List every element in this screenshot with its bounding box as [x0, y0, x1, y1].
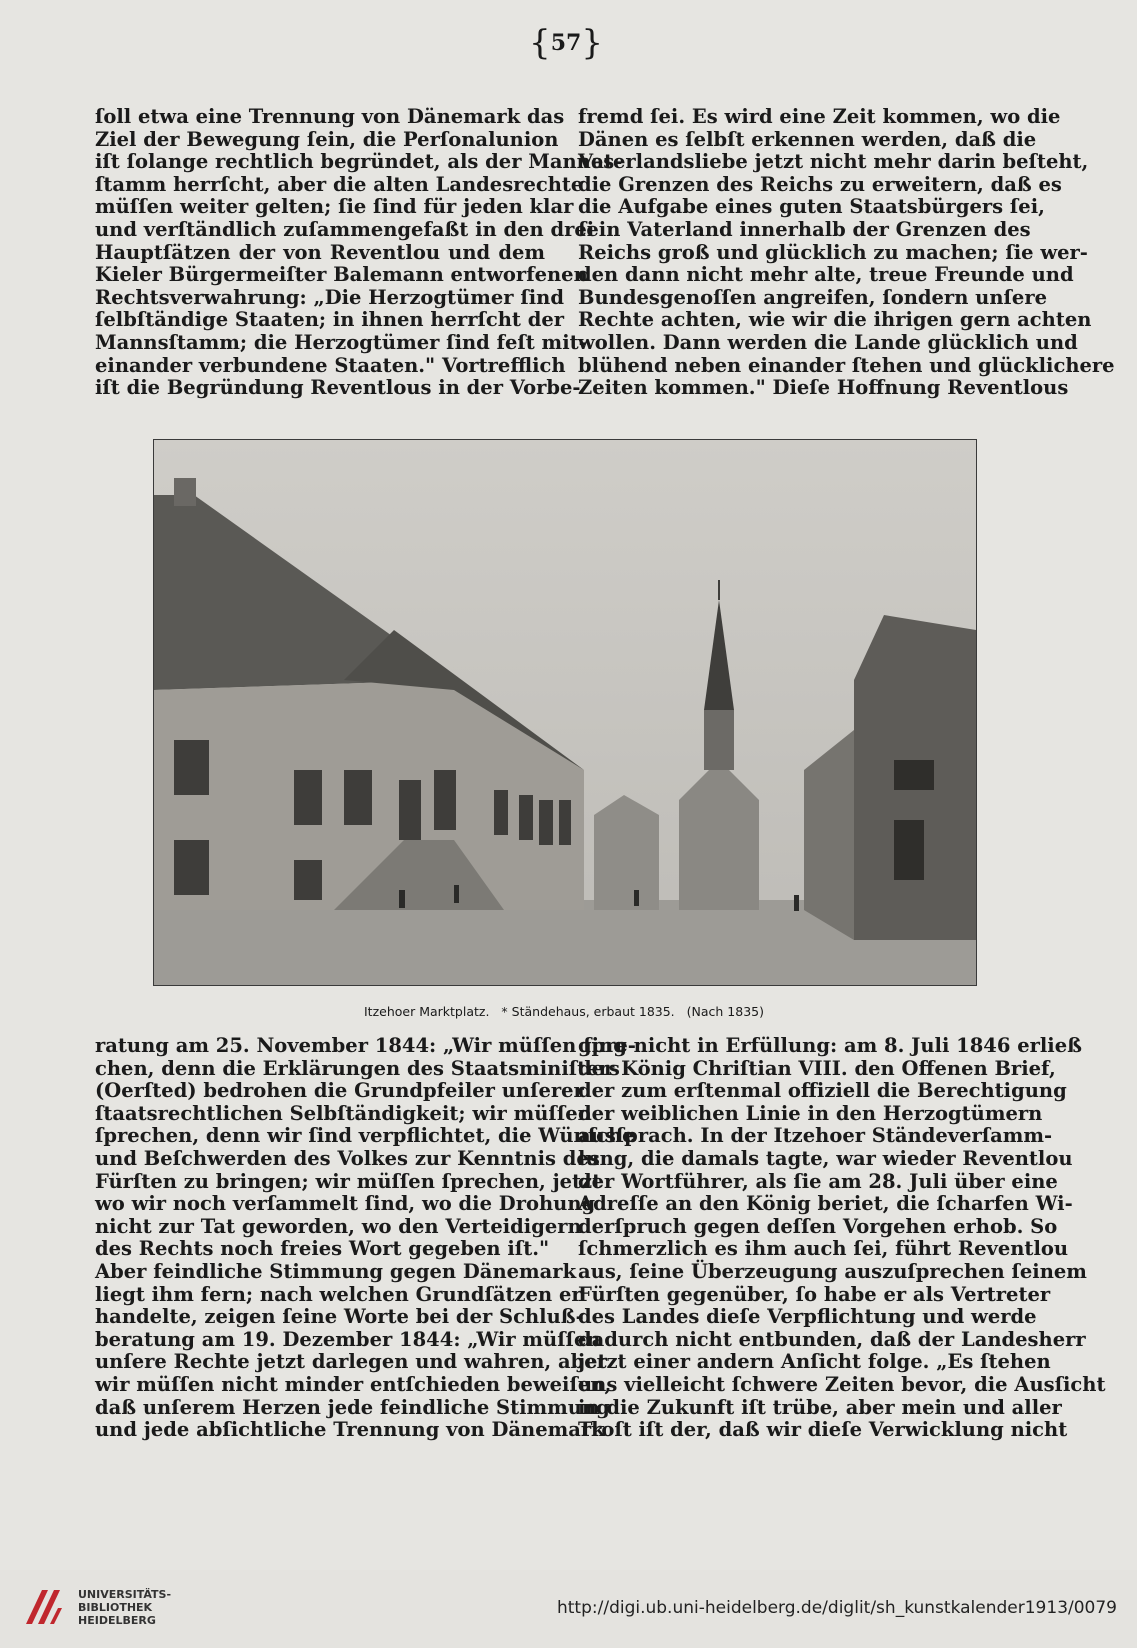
- text-line: liegt ihm fern; nach welchen Grundſätzen er: [95, 1282, 582, 1306]
- text-line: uns vielleicht ſchwere Zeiten bevor, die Ausſicht: [578, 1372, 1106, 1396]
- caption-building: * Ständehaus, erbaut 1835.: [501, 1004, 675, 1019]
- text-line: iſt die Begründung Reventlous in der Vorbe-: [95, 376, 581, 400]
- text-line: handelte, zeigen ſeine Worte bei der Schluß-: [95, 1305, 584, 1329]
- text-line: und Beſchwerden des Volkes zur Kenntnis des: [95, 1146, 600, 1170]
- figure-caption: [153, 1004, 975, 1019]
- text-line: Reichs groß und glücklich zu machen; ſie wer-: [578, 240, 1088, 264]
- text-column-bottom-left: [95, 1034, 636, 1442]
- text-line: aus, ſeine Überzeugung auszuſprechen ſeinem: [578, 1259, 1087, 1283]
- text-column-top-left: [95, 105, 623, 400]
- text-line: ſtamm herrſcht, aber die alten Landesrechte: [95, 172, 584, 196]
- text-line: müſſen weiter gelten; ſie ſind für jeden klar: [95, 195, 574, 219]
- text-line: derſpruch gegen deſſen Vorgehen erhob. So: [578, 1214, 1058, 1238]
- page-number: [529, 22, 603, 64]
- text-line: des Landes dieſe Verpflichtung und werde: [578, 1305, 1037, 1329]
- caption-place: Itzehoer Marktplatz.: [363, 1004, 490, 1019]
- text-line: dadurch nicht entbunden, daß der Landesherr: [578, 1327, 1086, 1351]
- text-line: der König Chriſtian VIII. den Offenen Brief,: [578, 1056, 1056, 1080]
- text-line: Aber feindliche Stimmung gegen Dänemark: [95, 1259, 577, 1283]
- text-line: Bundesgenoſſen angreifen, ſondern unſere: [578, 285, 1047, 309]
- left-brace: {: [529, 23, 551, 63]
- library-name-line3: HEIDELBERG: [78, 1614, 156, 1627]
- text-line: ging nicht in Erfüllung: am 8. Juli 1846 erließ: [578, 1034, 1082, 1057]
- text-line: einander verbundene Staaten." Vortrefflich: [95, 353, 566, 377]
- text-line: nicht zur Tat geworden, wo den Verteidigern: [95, 1214, 582, 1238]
- text-column-bottom-right: [578, 1034, 1106, 1442]
- text-line: lung, die damals tagte, war wieder Reventlou: [578, 1146, 1073, 1170]
- text-column-top-right: [578, 105, 1115, 400]
- text-line: Fürſten zu bringen; wir müſſen ſprechen, jetzt: [95, 1169, 602, 1193]
- text-line: Ziel der Bewegung ſein, die Perſonalunion: [95, 127, 559, 151]
- text-line: Vaterlandsliebe jetzt nicht mehr darin beſteht,: [578, 150, 1089, 174]
- text-line: unſere Rechte jetzt darlegen und wahren, aber: [95, 1350, 607, 1374]
- caption-source: (Nach 1835): [686, 1004, 764, 1019]
- university-library-logo-icon[interactable]: [22, 1584, 68, 1630]
- text-line: der Wortführer, als ſie am 28. Juli über eine: [578, 1169, 1058, 1193]
- page-number-value: 57: [550, 30, 582, 56]
- text-line: ratung am 25. November 1844: „Wir müſſen ſpre-: [95, 1034, 636, 1057]
- text-line: und verſtändlich zuſammengefaßt in den drei: [95, 217, 595, 241]
- text-line: Adreſſe an den König beriet, die ſcharfen Wi-: [578, 1192, 1073, 1216]
- text-line: iſt ſolange rechtlich begründet, als der Mannes-: [95, 150, 623, 174]
- text-line: Dänen es ſelbſt erkennen werden, daß die: [578, 127, 1037, 151]
- text-line: Rechtsverwahrung: „Die Herzogtümer ſind: [95, 285, 564, 309]
- library-name-line2: BIBLIOTHEK: [78, 1601, 153, 1614]
- text-line: ſtaatsrechtlichen Selbſtändigkeit; wir müſſen: [95, 1101, 592, 1125]
- text-line: Hauptſätzen der von Reventlou und dem: [95, 240, 545, 264]
- library-name[interactable]: [78, 1588, 171, 1627]
- text-line: ſchmerzlich es ihm auch ſei, führt Reventlou: [578, 1237, 1069, 1261]
- text-line: des Rechts noch freies Wort gegeben iſt.": [95, 1237, 550, 1261]
- text-line: wollen. Dann werden die Lande glücklich und: [578, 330, 1078, 354]
- footer-bar: [0, 1570, 1137, 1648]
- text-line: Kieler Bürgermeiſter Balemann entworfenen: [95, 263, 588, 287]
- text-line: den dann nicht mehr alte, treue Freunde und: [578, 263, 1074, 287]
- text-line: daß unſerem Herzen jede feindliche Stimmung: [95, 1395, 610, 1419]
- text-line: in die Zukunft iſt trübe, aber mein und aller: [578, 1395, 1062, 1419]
- text-line: wo wir noch verſammelt ſind, wo die Drohung: [95, 1192, 596, 1216]
- illustration-drawing: [154, 440, 976, 985]
- text-line: ſelbſtändige Staaten; in ihnen herrſcht der: [95, 308, 565, 332]
- text-line: blühend neben einander ſtehen und glücklichere: [578, 353, 1115, 377]
- text-line: Troſt iſt der, daß wir dieſe Verwicklung nicht: [578, 1418, 1068, 1442]
- text-line: wir müſſen nicht minder entſchieden beweiſen,: [95, 1372, 612, 1396]
- source-url-link[interactable]: http://digi.ub.uni-heidelberg.de/diglit/sh_kunstkalender1913/0079: [556, 1598, 1117, 1618]
- text-line: ausſprach. In der Itzehoer Ständeverſamm-: [578, 1124, 1053, 1148]
- text-line: Zeiten kommen." Dieſe Hoffnung Reventlous: [578, 376, 1069, 400]
- text-line: der weiblichen Linie in den Herzogtümern: [578, 1101, 1043, 1125]
- text-line: ſoll etwa eine Trennung von Dänemark das: [95, 105, 565, 128]
- market-square-illustration: [153, 439, 977, 986]
- text-line: ſprechen, denn wir ſind verpflichtet, die Wünſche: [95, 1124, 635, 1148]
- text-line: Mannsſtamm; die Herzogtümer ſind feſt mit-: [95, 330, 587, 354]
- text-line: fremd ſei. Es wird eine Zeit kommen, wo die: [578, 105, 1061, 128]
- text-line: der zum erſtenmal offiziell die Berechtigung: [578, 1079, 1067, 1103]
- text-line: die Aufgabe eines guten Staatsbürgers ſei,: [578, 195, 1045, 219]
- library-name-line1: UNIVERSITÄTS-: [78, 1588, 172, 1601]
- text-line: chen, denn die Erklärungen des Staatsminiſters: [95, 1056, 620, 1080]
- text-line: beratung am 19. Dezember 1844: „Wir müſſen: [95, 1327, 601, 1351]
- text-line: ſein Vaterland innerhalb der Grenzen des: [578, 217, 1031, 241]
- text-line: Fürſten gegenüber, ſo habe er als Vertreter: [578, 1282, 1051, 1306]
- text-line: jetzt einer andern Anſicht folge. „Es ſtehen: [578, 1350, 1051, 1374]
- text-line: die Grenzen des Reichs zu erweitern, daß es: [578, 172, 1062, 196]
- right-brace: }: [581, 23, 603, 63]
- text-line: (Oerſted) bedrohen die Grundpfeiler unſerer: [95, 1079, 584, 1103]
- text-line: Rechte achten, wie wir die ihrigen gern achten: [578, 308, 1092, 332]
- text-line: und jede abſichtliche Trennung von Dänemark: [95, 1418, 605, 1442]
